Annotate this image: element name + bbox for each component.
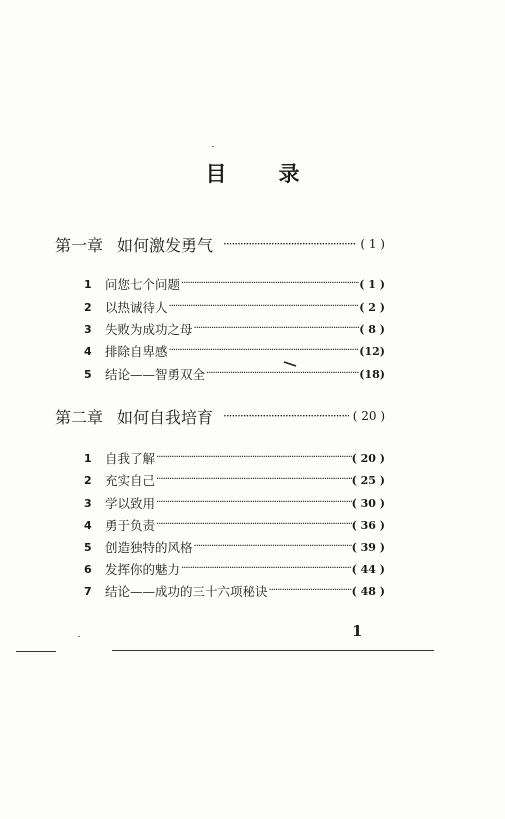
- leader-dots: [181, 564, 352, 574]
- item-title: 充实自己: [105, 473, 156, 488]
- toc-heading-char-1: 目: [205, 161, 227, 186]
- item-number: 1: [84, 277, 92, 291]
- chapter-label: 第二章: [55, 407, 104, 427]
- chapter-2-entry[interactable]: [55, 405, 385, 427]
- chapter-page: ( 1 ): [360, 237, 385, 251]
- item-number: 3: [84, 322, 92, 336]
- toc-item[interactable]: [84, 365, 385, 383]
- toc-item[interactable]: [84, 494, 385, 512]
- toc-item[interactable]: [84, 320, 385, 338]
- leader-dots: [194, 324, 360, 334]
- item-title: 勇于负责: [105, 518, 156, 533]
- leader-dots: [156, 520, 352, 530]
- toc-item[interactable]: [84, 342, 385, 360]
- toc-item[interactable]: [84, 275, 385, 293]
- bottom-rule: [112, 650, 434, 651]
- item-number: 7: [84, 584, 92, 598]
- chapter-title: 如何激发勇气: [117, 235, 214, 255]
- toc-heading: [0, 158, 505, 188]
- item-page: ( 8 ): [359, 322, 385, 336]
- leader-dots: [223, 410, 349, 422]
- leader-dots: [156, 475, 352, 485]
- bottom-rule-left: [16, 651, 56, 652]
- item-number: 5: [84, 367, 92, 381]
- item-number: 1: [84, 451, 92, 465]
- leader-dots: [223, 238, 356, 250]
- item-title: 自我了解: [105, 451, 156, 466]
- toc-heading-char-2: 录: [278, 161, 300, 186]
- chapter-page: ( 20 ): [352, 409, 385, 423]
- item-page: ( 25 ): [351, 473, 385, 487]
- item-number: 2: [84, 473, 92, 487]
- item-page: ( 39 ): [351, 540, 385, 554]
- leader-dots: [206, 369, 359, 379]
- leader-dots: [156, 453, 352, 463]
- print-mark: [283, 360, 297, 368]
- leader-dots: [169, 346, 360, 356]
- item-page: ( 30 ): [351, 496, 385, 510]
- scan-speck: [78, 636, 80, 637]
- chapter-title: 如何自我培育: [117, 407, 214, 427]
- leader-dots: [269, 586, 352, 596]
- item-page: ( 20 ): [351, 451, 385, 465]
- toc-item[interactable]: [84, 582, 385, 600]
- page-number: 1: [352, 622, 363, 640]
- item-title: 发挥你的魅力: [105, 562, 181, 577]
- toc-item[interactable]: [84, 560, 385, 578]
- chapter-label: 第一章: [55, 235, 104, 255]
- chapter-1-entry[interactable]: [55, 233, 385, 255]
- toc-item[interactable]: [84, 471, 385, 489]
- item-number: 2: [84, 300, 92, 314]
- leader-dots: [156, 498, 352, 508]
- toc-item[interactable]: [84, 516, 385, 534]
- item-number: 4: [84, 518, 92, 532]
- scan-speck: [212, 146, 214, 147]
- item-number: 5: [84, 540, 92, 554]
- item-title: 学以致用: [105, 496, 156, 511]
- toc-item[interactable]: [84, 449, 385, 467]
- item-page: (12): [359, 344, 385, 358]
- item-title: 创造独特的风格: [105, 540, 193, 555]
- item-number: 3: [84, 496, 92, 510]
- item-title: 问您七个问题: [105, 277, 181, 292]
- item-number: 4: [84, 344, 92, 358]
- item-title: 失败为成功之母: [105, 322, 193, 337]
- item-title: 以热诚待人: [105, 300, 168, 315]
- item-page: ( 36 ): [351, 518, 385, 532]
- item-page: (18): [359, 367, 385, 381]
- leader-dots: [181, 279, 359, 289]
- item-page: ( 1 ): [359, 277, 385, 291]
- item-page: ( 2 ): [359, 300, 385, 314]
- item-page: ( 48 ): [351, 584, 385, 598]
- toc-item[interactable]: [84, 298, 385, 316]
- item-page: ( 44 ): [351, 562, 385, 576]
- item-number: 6: [84, 562, 92, 576]
- leader-dots: [194, 542, 352, 552]
- leader-dots: [169, 302, 360, 312]
- item-title: 结论——智勇双全: [105, 367, 206, 382]
- item-title: 结论——成功的三十六项秘诀: [105, 584, 268, 599]
- toc-item[interactable]: [84, 538, 385, 556]
- item-title: 排除自卑感: [105, 344, 168, 359]
